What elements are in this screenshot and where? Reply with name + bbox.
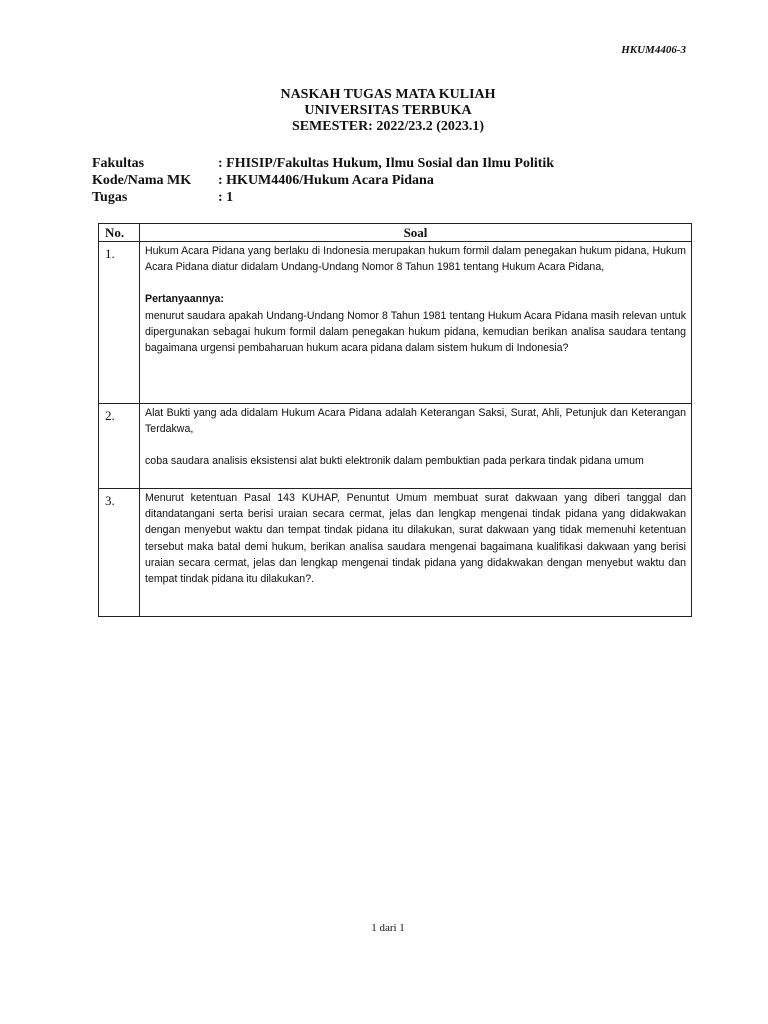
table-header-row [99, 224, 692, 242]
info-label: Kode/Nama MK [92, 173, 192, 188]
question-text [140, 242, 692, 404]
question-label: Pertanyaannya: [145, 293, 224, 306]
question-paragraph: Alat Bukti yang ada didalam Hukum Acara Pidana adalah Keterangan Saksi, Surat, Ahli, Petunjuk dan Keterangan Terdakwa, [145, 407, 686, 436]
table-row [99, 404, 692, 489]
question-table [98, 223, 692, 617]
document-code: HKUM4406-3 [621, 44, 686, 56]
column-header-soal: Soal [140, 224, 692, 242]
page-number: 1 dari 1 [371, 922, 405, 934]
info-row-tugas [92, 189, 554, 206]
title-line-3: SEMESTER: 2022/23.2 (2023.1) [291, 119, 485, 134]
question-number: 1. [99, 242, 140, 404]
question-number: 2. [99, 404, 140, 489]
column-header-no: No. [99, 224, 140, 242]
question-text [140, 489, 692, 617]
table-row [99, 489, 692, 617]
info-row-kode-mk [92, 172, 554, 189]
info-label: Fakultas [92, 156, 145, 171]
course-info [92, 155, 554, 206]
question-paragraph: menurut saudara apakah Undang-Undang Nomor 8 Tahun 1981 tentang Hukum Acara Pidana masih relevan untuk dipergunakan sebagai hukum formil dalam penegakan hukum pidana, kemudian berikan analisa saudara tentang bagaimana urgensi pembaharuan hukum acara pidana dalam sistem hukum di Indonesia? [145, 309, 686, 355]
question-number: 3. [99, 489, 140, 617]
title-line-2: UNIVERSITAS TERBUKA [304, 103, 472, 118]
table-row [99, 242, 692, 404]
info-label: Tugas [92, 190, 128, 205]
question-paragraph: Menurut ketentuan Pasal 143 KUHAP, Penuntut Umum membuat surat dakwaan yang diberi tanggal dan ditandatangani serta berisi uraian secara cermat, jelas dan lengkap mengenai tindak pidana yang didakwakan dengan menyebut waktu dan tempat tindak pidana itu dilakukan, surat dakwaan yang tidak memenuhi ketentuan tersebut maka batal demi hukum, berikan analisa saudara mengenai bagaimana kualifikasi dakwaan yang berisi uraian secara cermat, jelas dan lengkap mengenai tindak pidana yang didakwakan dengan menyebut waktu dan tempat tindak pidana itu dilakukan?. [145, 492, 686, 586]
info-row-fakultas [92, 155, 554, 172]
question-paragraph: Hukum Acara Pidana yang berlaku di Indonesia merupakan hukum formil dalam penegakan hukum pidana, Hukum Acara Pidana diatur didalam Undang-Undang Nomor 8 Tahun 1981 tentang Hukum Acara Pidana, [145, 245, 686, 274]
title-line-1: NASKAH TUGAS MATA KULIAH [280, 87, 496, 102]
question-paragraph: coba saudara analisis eksistensi alat bukti elektronik dalam pembuktian pada perkara tindak pidana umum [145, 455, 644, 468]
question-text [140, 404, 692, 489]
info-value: : FHISIP/Fakultas Hukum, Ilmu Sosial dan Ilmu Politik [218, 156, 555, 171]
info-value: : HKUM4406/Hukum Acara Pidana [218, 173, 434, 188]
document-title [0, 87, 768, 135]
info-value: : 1 [218, 190, 234, 205]
